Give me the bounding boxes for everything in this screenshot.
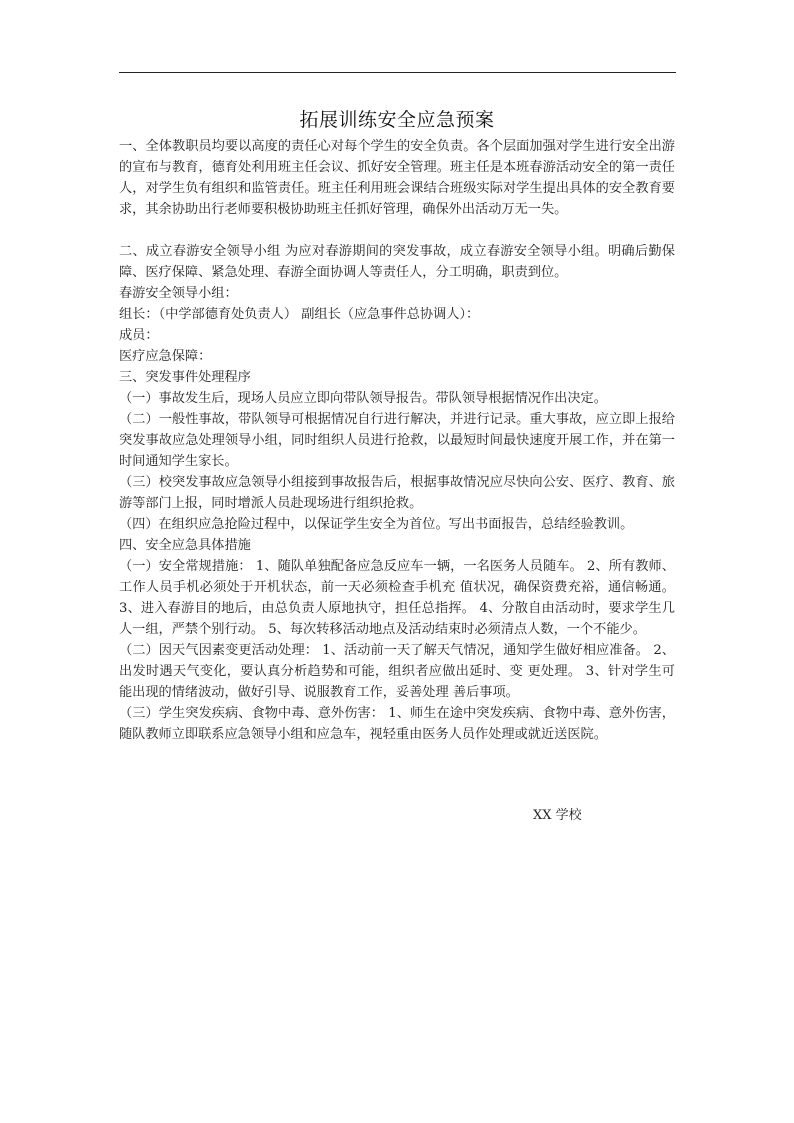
paragraph-group-heading: 春游安全领导小组： <box>119 286 238 301</box>
paragraph-general-duty: 一、全体教职员均要以高度的责任心对每个学生的安全负责。各个层面加强对学生进行安全出游的宣布与教育，德育处利用班主任会议、抓好安全管理。班主任是本班春游活动安全的第一责任人，对学生负有组织和监管责任。班主任利用班会课结合班级实际对学生提出具体的安全教育要求，其余协助出行老师要积极协助班主任抓好管理，确保外出活动万无一失。 <box>119 139 675 217</box>
paragraph-leadership-group: 二、成立春游安全领导小组 为应对春游期间的突发事故，成立春游安全领导小组。明确后勤保障、医疗保障、紧急处理、春游全面协调人等责任人，分工明确，职责到位。 <box>119 244 675 280</box>
section-heading-measures: 四、安全应急具体措施 <box>119 538 251 553</box>
paragraph-group-leader: 组长：（中学部德育处负责人） 副组长（应急事件总协调人）： <box>119 307 480 322</box>
paragraph-procedure-1: （一）事故发生后，现场人员应立即向带队领导报告。带队领导根据情况作出决定。 <box>119 391 607 406</box>
paragraph-measures-routine: （一）安全常规措施： 1、随队单独配备应急反应车一辆，一名医务人员随车。 2、所有教师、工作人员手机必须处于开机状态，前一天必须检查手机充 值状况，确保资费充裕，通信畅通。 3、进入春游目的地后，由总负责人原地执守，担任总指挥。 4、分散自由活动时，要求学生几人一组，严禁个别行动。 5、每次转移活动地点及活动结束时必须清点人数，一个不能少。 <box>119 559 675 637</box>
paragraph-measures-illness: （三）学生突发疾病、食物中毒、意外伤害： 1、师生在途中突发疾病、食物中毒、意外伤害，随队教师立即联系应急领导小组和应急车，视轻重由医务人员作处理或就近送医院。 <box>119 706 675 742</box>
document-body <box>119 136 675 745</box>
paragraph-members: 成员： <box>119 328 159 343</box>
blank-line <box>119 220 675 241</box>
paragraph-procedure-3: （三）校突发事故应急领导小组接到事故报告后，根据事故情况应尽快向公安、医疗、教育、旅游等部门上报，同时增派人员赴现场进行组织抢救。 <box>119 475 675 511</box>
section-heading-procedure: 三、突发事件处理程序 <box>119 370 251 385</box>
paragraph-procedure-4: （四）在组织应急抢险过程中，以保证学生安全为首位。写出书面报告，总结经验教训。 <box>119 517 634 532</box>
document-title: 拓展训练安全应急预案 <box>299 109 495 131</box>
paragraph-measures-weather: （二）因天气因素变更活动处理： 1、活动前一天了解天气情况，通知学生做好相应准备。 2、出发时遇天气变化，要认真分析趋势和可能，组织者应做出延时、变 更处理。 3、针对学生可能出现的情绪波动，做好引导、说服教育工作，妥善处理 善后事项。 <box>119 643 675 700</box>
header-rule <box>119 72 676 73</box>
paragraph-procedure-2: （二）一般性事故，带队领导可根据情况自行进行解决，并进行记录。重大事故，应立即上报给突发事故应急处理领导小组，同时组织人员进行抢救，以最短时间最快速度开展工作，并在第一时间通知学生家长。 <box>119 412 675 469</box>
paragraph-medical: 医疗应急保障： <box>119 349 212 364</box>
footer-school-name: XX 学校 <box>533 808 582 823</box>
